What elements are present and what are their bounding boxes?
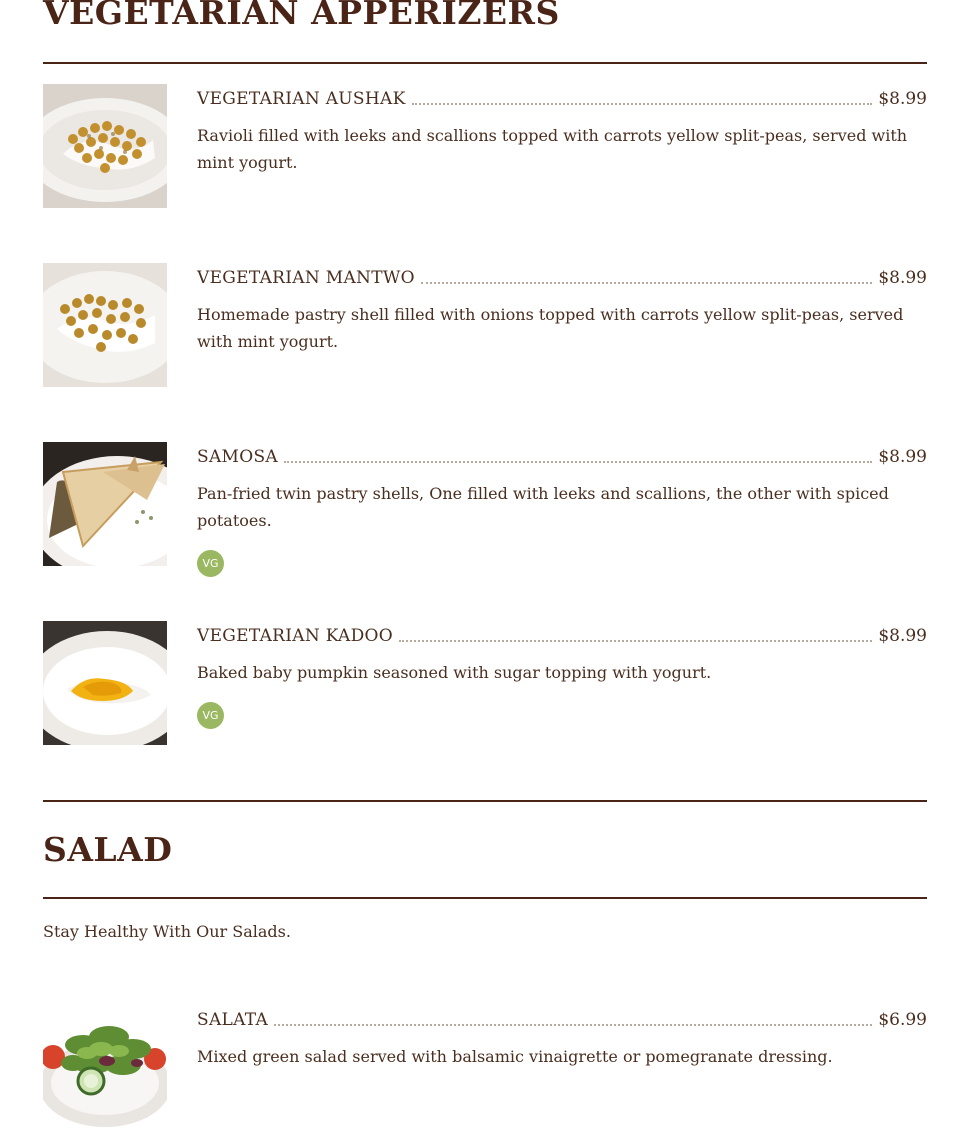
menu-item-vegetarian-aushak[interactable] — [43, 84, 927, 208]
menu-item-salata[interactable] — [43, 1005, 927, 1129]
item-price: $8.99 — [878, 447, 927, 467]
section-divider — [43, 800, 927, 802]
item-name: SAMOSA — [197, 447, 278, 467]
item-price: $8.99 — [878, 89, 927, 109]
item-name: SALATA — [197, 1010, 269, 1030]
salata-photo[interactable] — [43, 1005, 167, 1129]
item-description: Homemade pastry shell filled with onions topped with carrots yellow split-peas, served with mint yogurt. — [197, 305, 904, 351]
section-intro: Stay Healthy With Our Salads. — [43, 922, 291, 941]
vegan-badge: VG — [197, 702, 224, 729]
dot-leader — [399, 640, 872, 642]
menu-item-samosa[interactable] — [43, 442, 927, 570]
item-description: Ravioli filled with leeks and scallions topped with carrots yellow split-peas, served with mint yogurt. — [197, 126, 908, 172]
section-divider — [43, 897, 927, 899]
section-title-vegetarian-appetizers: VEGETARIAN APPERIZERS — [43, 0, 560, 32]
item-description: Mixed green salad served with balsamic vinaigrette or pomegranate dressing. — [197, 1047, 833, 1066]
dot-leader — [284, 461, 872, 463]
section-title-salad: SALAD — [43, 830, 173, 869]
item-description: Pan-fried twin pastry shells, One filled with leeks and scallions, the other with spiced potatoes. — [197, 484, 889, 530]
dot-leader — [412, 103, 873, 105]
kadoo-photo[interactable] — [43, 621, 167, 745]
item-name: VEGETARIAN MANTWO — [197, 268, 415, 288]
menu-item-vegetarian-mantwo[interactable] — [43, 263, 927, 387]
mantwo-photo[interactable] — [43, 263, 167, 387]
menu-item-vegetarian-kadoo[interactable] — [43, 621, 927, 745]
item-price: $8.99 — [878, 268, 927, 288]
item-name: VEGETARIAN KADOO — [197, 626, 394, 646]
item-description: Baked baby pumpkin seasoned with sugar topping with yogurt. — [197, 663, 712, 682]
aushak-photo[interactable] — [43, 84, 167, 208]
vegan-badge: VG — [197, 550, 224, 577]
dot-leader — [421, 282, 872, 284]
dot-leader — [274, 1024, 872, 1026]
item-price: $6.99 — [878, 1010, 927, 1030]
item-price: $8.99 — [878, 626, 927, 646]
item-name: VEGETARIAN AUSHAK — [197, 89, 406, 109]
samosa-photo[interactable] — [43, 442, 167, 566]
section-divider — [43, 62, 927, 64]
